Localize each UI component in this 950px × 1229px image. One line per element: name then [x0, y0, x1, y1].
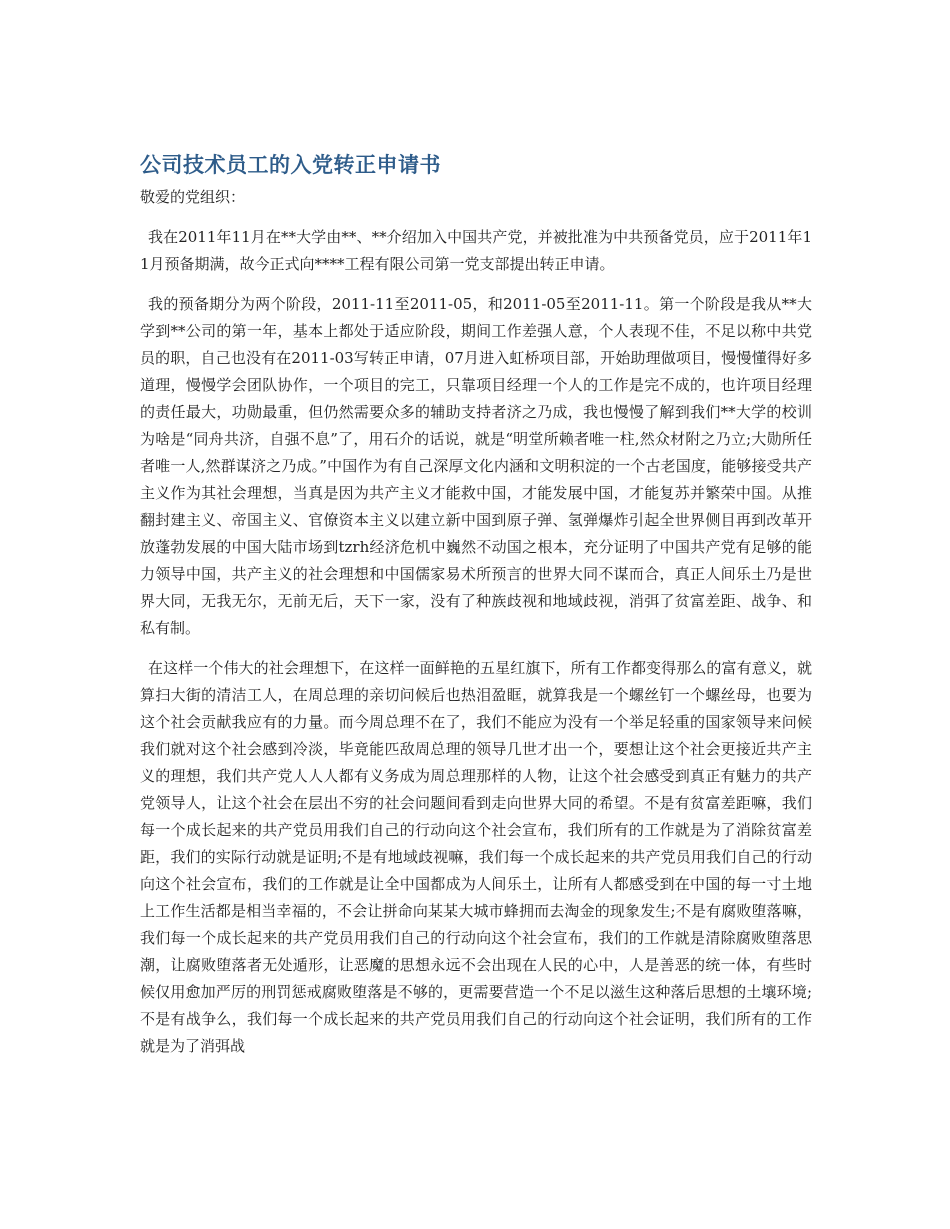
document-title: 公司技术员工的入党转正申请书	[140, 153, 441, 177]
paragraph-1: 我在2011年11月在**大学由**、**介绍加入中国共产党，并被批准为中共预备党员，应于2011年11月预备期满，故今正式向****工程有限公司第一党支部提出转正申请。	[140, 228, 812, 273]
paragraph-3: 在这样一个伟大的社会理想下，在这样一面鲜艳的五星红旗下，所有工作都变得那么的富有意义，就算扫大街的清洁工人，在周总理的亲切问候后也热泪盈眶，就算我是一个螺丝钉一个螺丝母，也要为这个社会贡献我应有的力量。而今周总理不在了，我们不能应为没有一个举足轻重的国家领导来问候我们就对这个社会感到冷淡，毕竟能匹敌周总理的领导几世才出一个，要想让这个社会更接近共产主义的理想，我们共产党人人人都有义务成为周总理那样的人物，让这个社会感受到真正有魅力的共产党领导人，让这个社会在层出不穷的社会问题间看到走向世界大同的希望。不是有贫富差距嘛，我们每一个成长起来的共产党员用我们自己的行动向这个社会宣布，我们所有的工作就是为了消除贫富差距，我们的实际行动就是证明;不是有地域歧视嘛，我们每一个成长起来的共产党员用我们自己的行动向这个社会宣布，我们的工作就是让全中国都成为人间乐土，让所有人都感受到在中国的每一寸土地上工作生活都是相当幸福的，不会让拼命向某某大城市蜂拥而去淘金的现象发生;不是有腐败堕落嘛，我们每一个成长起来的共产党员用我们自己的行动向这个社会宣布，我们的工作就是清除腐败堕落思潮，让腐败堕落者无处遁形，让恶魔的思想永远不会出现在人民的心中，人是善恶的统一体，有些时候仅用愈加严厉的刑罚惩戒腐败堕落是不够的，更需要营造一个不足以滋生这种落后思想的土壤环境;不是有战争么，我们每一个成长起来的共产党员用我们自己的行动向这个社会证明，我们所有的工作就是为了消弭战	[140, 659, 812, 1055]
salutation: 敬爱的党组织：	[140, 188, 246, 206]
document-page	[140, 150, 812, 1060]
paragraph-2: 我的预备期分为两个阶段，2011-11至2011-05，和2011-05至2011-11。第一个阶段是我从**大学到**公司的第一年，基本上都处于适应阶段，期间工作差强人意，个人表现不佳，不足以称中共党员的职，自己也没有在2011-03写转正申请，07月进入虹桥项目部，开始助理做项目，慢慢懂得好多道理，慢慢学会团队协作，一个项目的完工，只靠项目经理一个人的工作是完不成的，也许项目经理的责任最大，功勋最重，但仍然需要众多的辅助支持者济之乃成，我也慢慢了解到我们**大学的校训为啥是“同舟共济，自强不息”了，用石介的话说，就是“明堂所赖者唯一柱,然众材附之乃立;大勋所任者唯一人,然群谋济之乃成。”中国作为有自己深厚文化内涵和文明积淀的一个古老国度，能够接受共产主义作为其社会理想，当真是因为共产主义才能救中国，才能发展中国，才能复苏并繁荣中国。从推翻封建主义、帝国主义、官僚资本主义以建立新中国到原子弹、氢弹爆炸引起全世界侧目再到改革开放蓬勃发展的中国大陆市场到tzrh经济危机中巍然不动国之根本，充分证明了中国共产党有足够的能力领导中国，共产主义的社会理想和中国儒家易术所预言的世界大同不谋而合，真正人间乐土乃是世界大同，无我无尔，无前无后，天下一家，没有了种族歧视和地域歧视，消弭了贫富差距、战争、和私有制。	[140, 295, 812, 637]
